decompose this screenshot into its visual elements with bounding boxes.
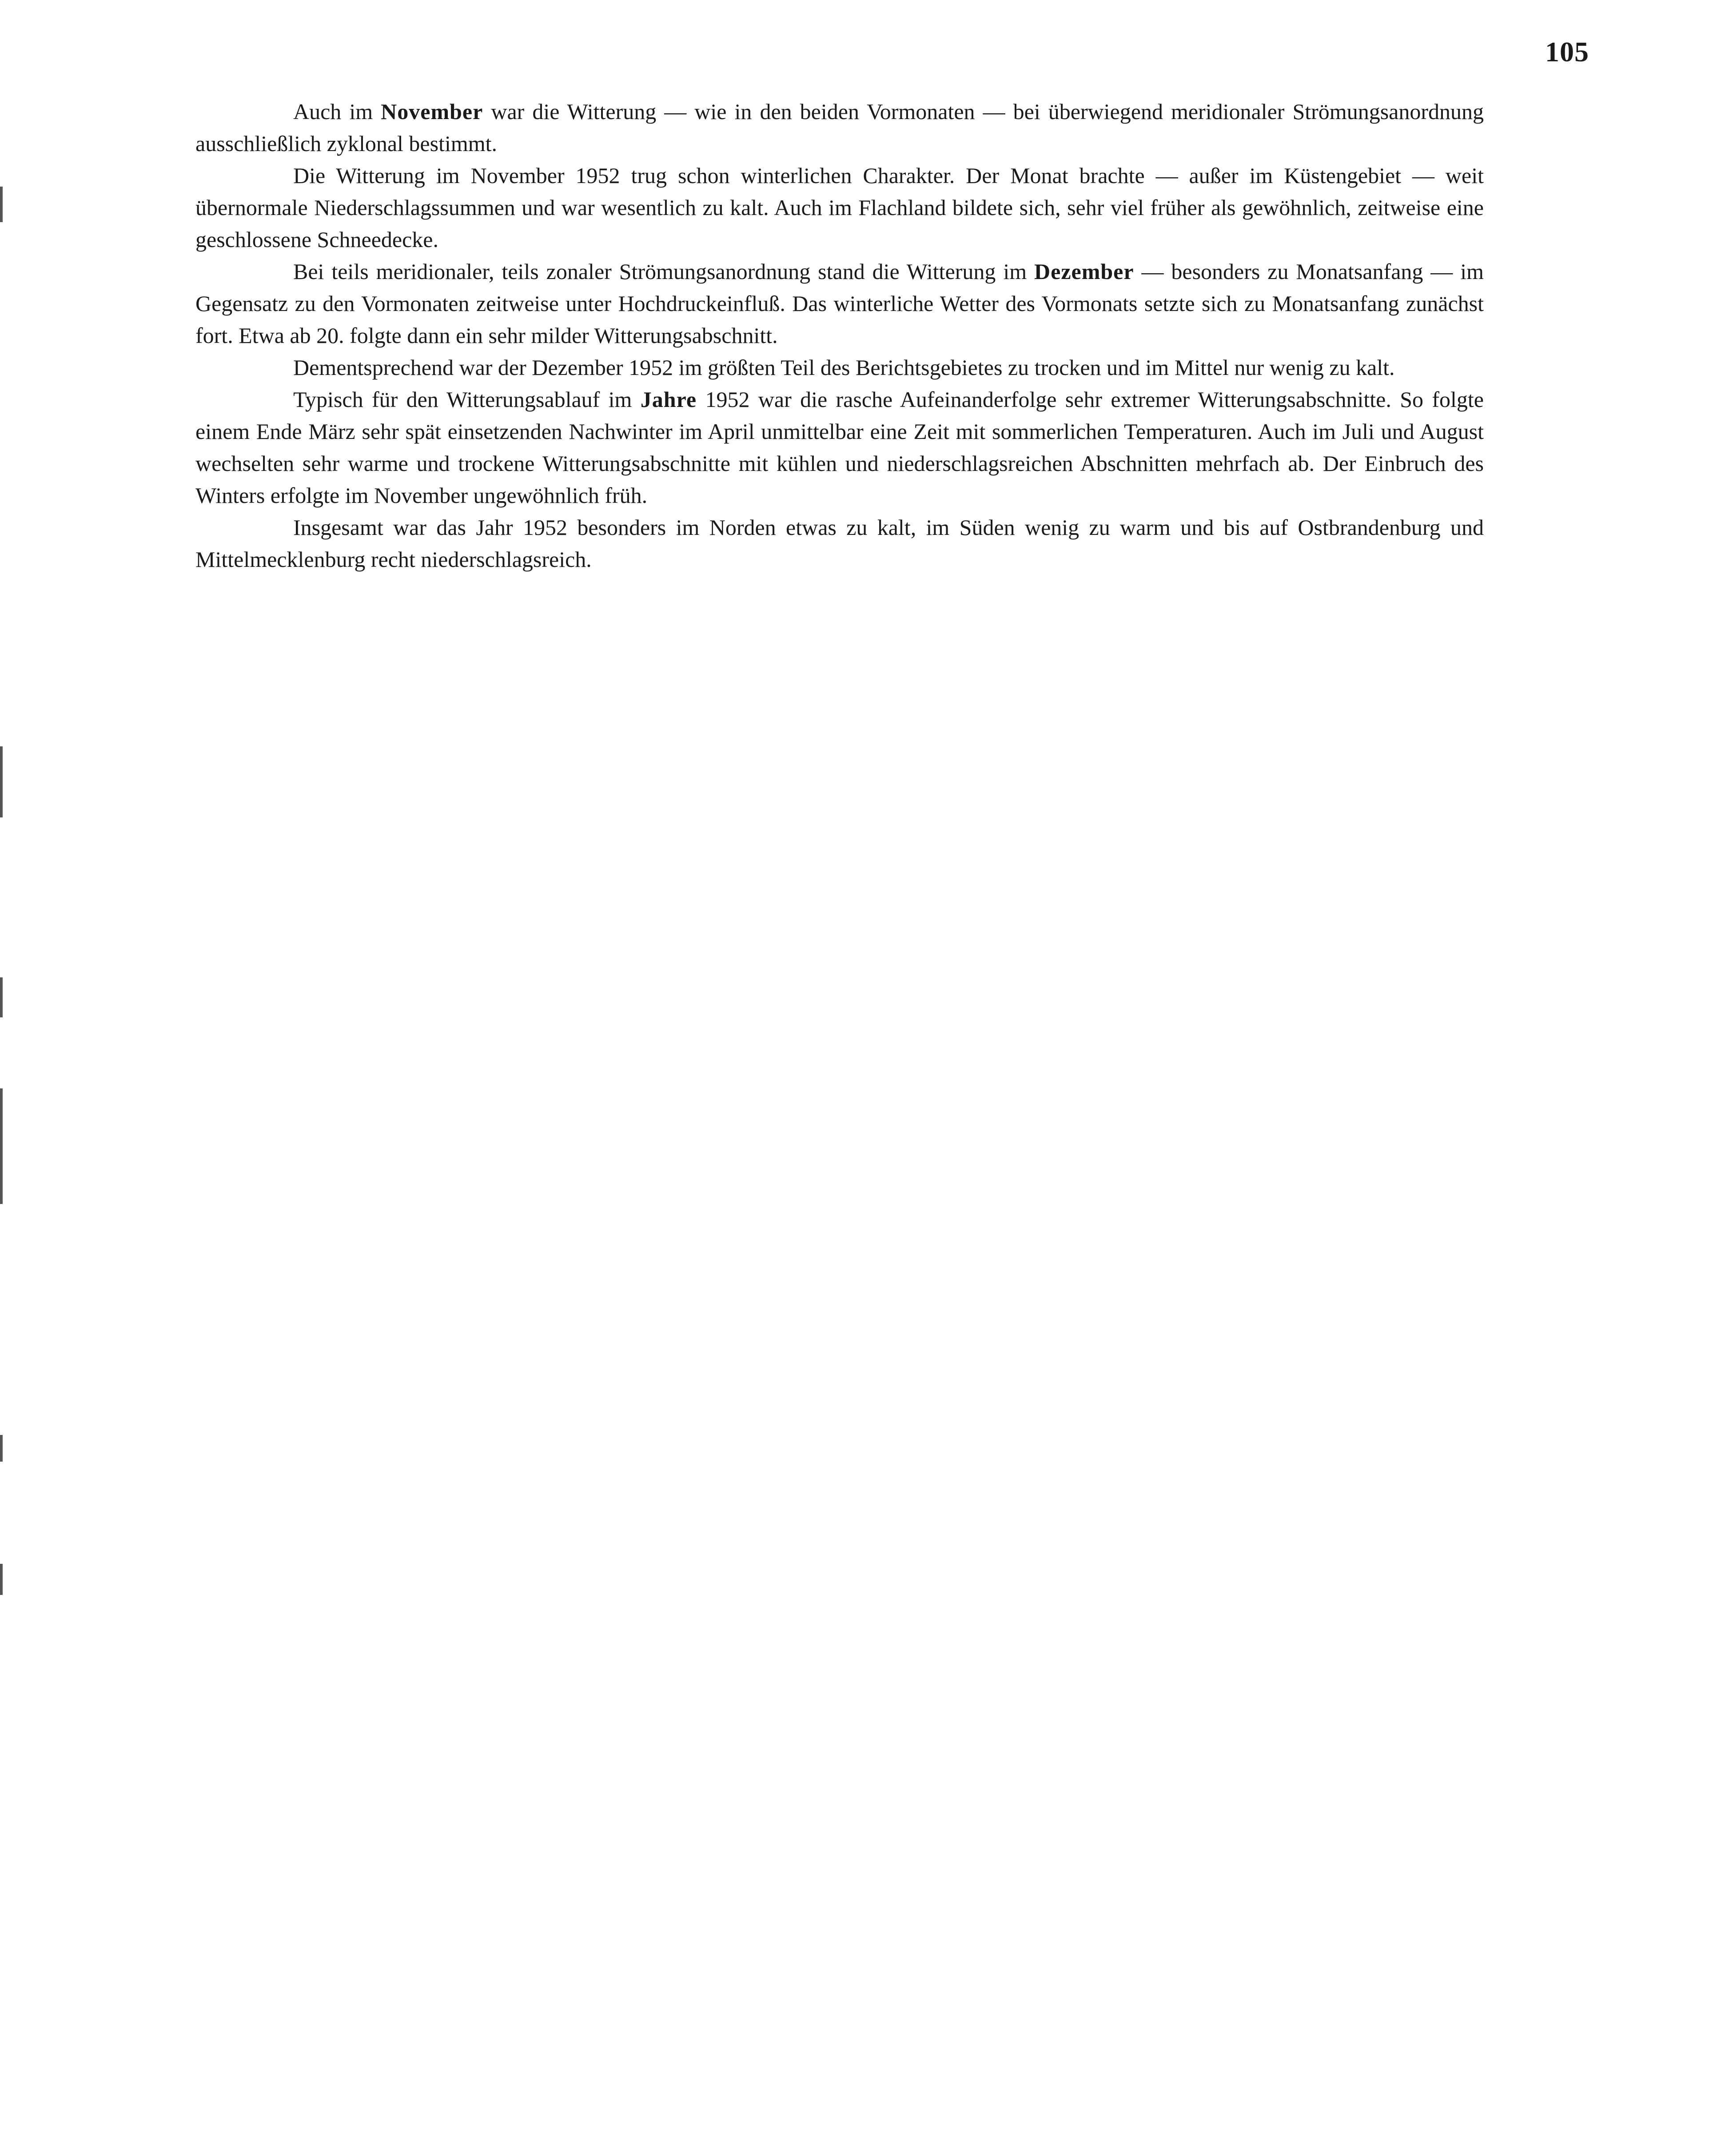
paragraph-jahr bbox=[195, 383, 1484, 511]
paragraph-text: war die Witterung — wie in den beiden Vormonaten — bei überwiegend meridionaler Strömungsanordnung ausschließlich zyklonal bestimmt. bbox=[195, 99, 1484, 156]
paragraph-dezember bbox=[195, 255, 1484, 351]
paragraph-text: 1952 war die rasche Aufeinanderfolge sehr extremer Witterungsabschnitte. So folgte einem Ende März sehr spät einsetzenden Nachwinter im April unmittelbar eine Zeit mit sommerlichen Temperaturen. Auch im Juli und August wechselten sehr warme und trockene Witterungsabschnitte mit kühlen und niederschlagsreichen Abschnitten mehrfach ab. Der Einbruch des Winters erfolgte im November ungewöhnlich früh. bbox=[195, 387, 1484, 508]
scan-edge-mark bbox=[0, 746, 3, 817]
paragraph-november bbox=[195, 96, 1484, 159]
paragraph-dezember-detail bbox=[195, 351, 1484, 383]
paragraph-text: Bei teils meridionaler, teils zonaler Strömungsanordnung stand die Witterung im bbox=[293, 259, 1035, 284]
body-text bbox=[195, 96, 1484, 575]
paragraph-text: — besonders zu Monatsanfang — im Gegensatz zu den Vormonaten zeitweise unter Hochdruckeinfluß. Das winterliche Wetter des Vormonats setzte sich zu Monatsanfang zunächst fort. Etwa ab 20. folgte dann ein sehr milder Witterungsabschnitt. bbox=[195, 259, 1484, 348]
scan-edge-mark bbox=[0, 1088, 3, 1204]
scan-edge-mark bbox=[0, 977, 3, 1017]
paragraph-text: Insgesamt war das Jahr 1952 besonders im Norden etwas zu kalt, im Süden wenig zu warm und bis auf Ostbrandenburg und Mittelmecklenburg recht niederschlagsreich. bbox=[195, 515, 1484, 572]
paragraph-text: Die Witterung im November 1952 trug schon winterlichen Charakter. Der Monat brachte — außer im Küstengebiet — weit übernormale Niederschlagssummen und war wesentlich zu kalt. Auch im Flachland bildete sich, sehr viel früher als gewöhnlich, zeitweise eine geschlossene Schneedecke. bbox=[195, 163, 1484, 252]
paragraph-november-detail bbox=[195, 159, 1484, 255]
scan-edge-mark bbox=[0, 1564, 3, 1595]
keyword-jahre: Jahre bbox=[640, 387, 697, 412]
keyword-november: November bbox=[381, 99, 483, 124]
paragraph-text: Typisch für den Witterungsablauf im bbox=[293, 387, 641, 412]
paragraph-summary bbox=[195, 511, 1484, 575]
scan-edge-mark bbox=[0, 187, 3, 222]
paragraph-text: Auch im bbox=[293, 99, 381, 124]
keyword-dezember: Dezember bbox=[1034, 259, 1134, 284]
paragraph-text: Dementsprechend war der Dezember 1952 im größten Teil des Berichtsgebietes zu trocken und im Mittel nur wenig zu kalt. bbox=[293, 355, 1395, 380]
scan-edge-mark bbox=[0, 1435, 3, 1462]
page-number: 105 bbox=[1545, 36, 1589, 68]
